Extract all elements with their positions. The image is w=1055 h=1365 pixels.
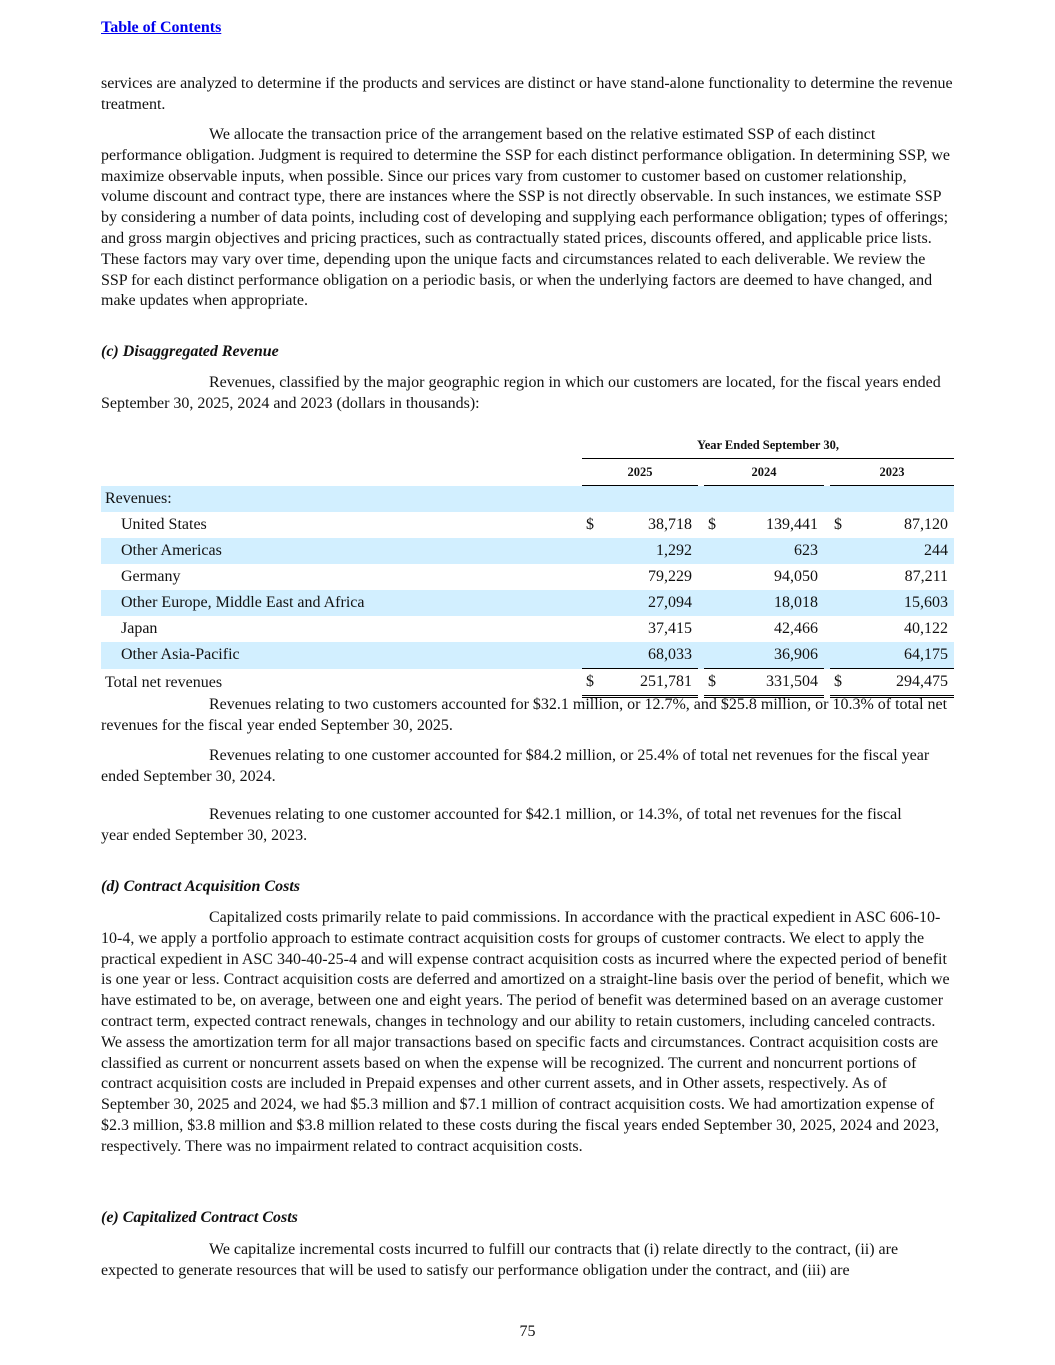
row-label: Germany (121, 568, 181, 585)
value-2023: 15,603 (850, 590, 954, 616)
table-row (101, 642, 954, 669)
ssp-allocation-paragraph (101, 125, 953, 312)
column-header-2025: 2025 (582, 459, 698, 486)
paragraph-revenue-treatment: services are analyzed to determine if the products and services are distinct or have stand-alone functionality to determine the revenue treatment. (101, 75, 953, 113)
row-label: United States (121, 516, 207, 533)
table-row (101, 512, 954, 538)
total-2024: 331,504 (724, 669, 824, 697)
table-row (101, 590, 954, 616)
currency-symbol: $ (830, 669, 850, 697)
row-label: Other Europe, Middle East and Africa (101, 590, 582, 616)
currency-symbol: $ (834, 516, 842, 533)
value-2025: 68,033 (602, 642, 698, 669)
page-number: 75 (519, 1323, 536, 1340)
paragraph-capitalized-costs: We capitalize incremental costs incurred to fulfill our contracts that (i) relate directly to the contract, (ii) are expected to generate resources that will be used to satisfy our performance obligation under the contract, and (iii) are (101, 1241, 899, 1279)
table-super-header-row (101, 432, 954, 459)
value-2024: 18,018 (724, 590, 824, 616)
currency-symbol: $ (704, 669, 724, 697)
table-of-contents-link[interactable]: Table of Contents (101, 19, 222, 36)
intro-paragraph-continued (101, 74, 953, 116)
currency-symbol: $ (582, 669, 602, 697)
value-2024: 623 (724, 538, 824, 564)
customer-concentration-note-2023 (101, 805, 953, 847)
table-row (101, 564, 954, 590)
heading-disaggregated-revenue: (c) Disaggregated Revenue (101, 343, 279, 360)
paragraph-revenue-intro: Revenues, classified by the major geographic region in which our customers are located, for the fiscal years ended September 30, 2025, 2024 and 2023 (dollars in thousands): (101, 374, 941, 412)
paragraph-ssp: We allocate the transaction price of the arrangement based on the relative estimated SSP of each distinct performance obligation. Judgment is required to determine the SSP for each distinct performance obligation. In determining SSP, we maximize observable inputs, when possible. Since our prices vary from customer to customer based on customer relationship, volume discount and contract type, there are instances where the SSP is not directly observable. In such instances, we estimate SSP by considering a number of data points, including cost of developing and supplying each performance obligation; types of offerings; and gross margin objectives and pricing practices, such as contractually stated prices, discounts offered, and applicable price lists. These factors may vary over time, depending upon the unique facts and circumstances related to each deliverable. We review the SSP for each distinct performance obligation on a periodic basis, or when the underlying factors are deemed to have changed, and make updates when appropriate. (101, 126, 950, 310)
value-2023: 87,120 (904, 516, 948, 533)
total-label: Total net revenues (105, 673, 223, 691)
value-2023: 40,122 (904, 620, 948, 637)
total-2025: 251,781 (602, 669, 698, 697)
column-header-2023: 2023 (830, 459, 954, 486)
table-year-header-row (101, 459, 954, 486)
section-c-heading (101, 342, 953, 363)
value-2024: 36,906 (724, 642, 824, 669)
value-2025: 79,229 (648, 568, 692, 585)
value-2024: 139,441 (766, 516, 818, 533)
disaggregated-revenue-table (101, 432, 954, 698)
section-e-body (101, 1240, 953, 1282)
table-row (101, 616, 954, 642)
note-paragraph: Revenues relating to one customer accounted for $84.2 million, or 25.4% of total net revenues for the fiscal year ended September 30, 2024. (101, 747, 930, 785)
row-label: Other Americas (101, 538, 582, 564)
value-2023: 87,211 (904, 568, 948, 585)
paragraph-contract-acquisition: Capitalized costs primarily relate to paid commissions. In accordance with the practical expedient in ASC 606-10-10-4, we apply a portfolio approach to estimate contract acquisition costs for groups of customer contracts. We elect to apply the practical expedient in ASC 340-40-25-4 and will expense contract acquisition costs as incurred where the expected period of benefit is one year or less. Contract acquisition costs are deferred and amortized on a straight-line basis over the period of benefit, which we have estimated to be, on average, between one and eight years. The period of benefit was determined based on an average customer contract term, expected contract renewals, changes in technology and our ability to retain customers, including canceled contracts. We assess the amortization term for all major transactions based on specific facts and circumstances. Contract acquisition costs are classified as current or noncurrent assets based on when the expense will be recognized. The current and noncurrent portions of contract acquisition costs are included in Prepaid expenses and other current assets, and in Other assets, respectively. As of September 30, 2025 and 2024, we had $5.3 million and $7.1 million of contract acquisition costs. We had amortization expense of $2.3 million, $3.8 million and $3.8 million related to these costs during the fiscal years ended September 30, 2025, 2024 and 2023, respectively. There was no impairment related to contract acquisition costs. (101, 909, 950, 1155)
section-d-body (101, 908, 953, 1158)
table-row (101, 538, 954, 564)
value-2025: 37,415 (648, 620, 692, 637)
value-2023: 64,175 (850, 642, 954, 669)
value-2025: 1,292 (602, 538, 698, 564)
section-d-heading (101, 877, 953, 898)
note-paragraph: Revenues relating to two customers accounted for $32.1 million, or 12.7%, and $25.8 million, or 10.3% of total net revenues for the fiscal year ended September 30, 2025. (101, 696, 948, 734)
table-row-total (101, 669, 954, 697)
table-row-section-label (101, 486, 954, 513)
row-label: Other Asia-Pacific (101, 642, 582, 669)
currency-symbol: $ (586, 516, 594, 533)
total-2023: 294,475 (850, 669, 954, 697)
heading-contract-acquisition-costs: (d) Contract Acquisition Costs (101, 878, 300, 895)
currency-symbol: $ (708, 516, 716, 533)
value-2024: 94,050 (774, 568, 818, 585)
section-c-intro (101, 373, 953, 415)
row-label: Japan (121, 620, 158, 637)
column-header-2024: 2024 (704, 459, 824, 486)
year-ended-header: Year Ended September 30, (582, 432, 954, 459)
revenues-label: Revenues: (101, 486, 954, 513)
customer-concentration-note-2024 (101, 746, 953, 788)
heading-capitalized-contract-costs: (e) Capitalized Contract Costs (101, 1209, 298, 1226)
customer-concentration-note-2025 (101, 695, 953, 737)
value-2025: 38,718 (648, 516, 692, 533)
note-paragraph: Revenues relating to one customer accounted for $42.1 million, or 14.3%, of total net revenues for the fiscal year ended September 30, 2023. (101, 806, 902, 844)
value-2023: 244 (850, 538, 954, 564)
section-e-heading (101, 1208, 953, 1229)
value-2024: 42,466 (774, 620, 818, 637)
value-2025: 27,094 (602, 590, 698, 616)
